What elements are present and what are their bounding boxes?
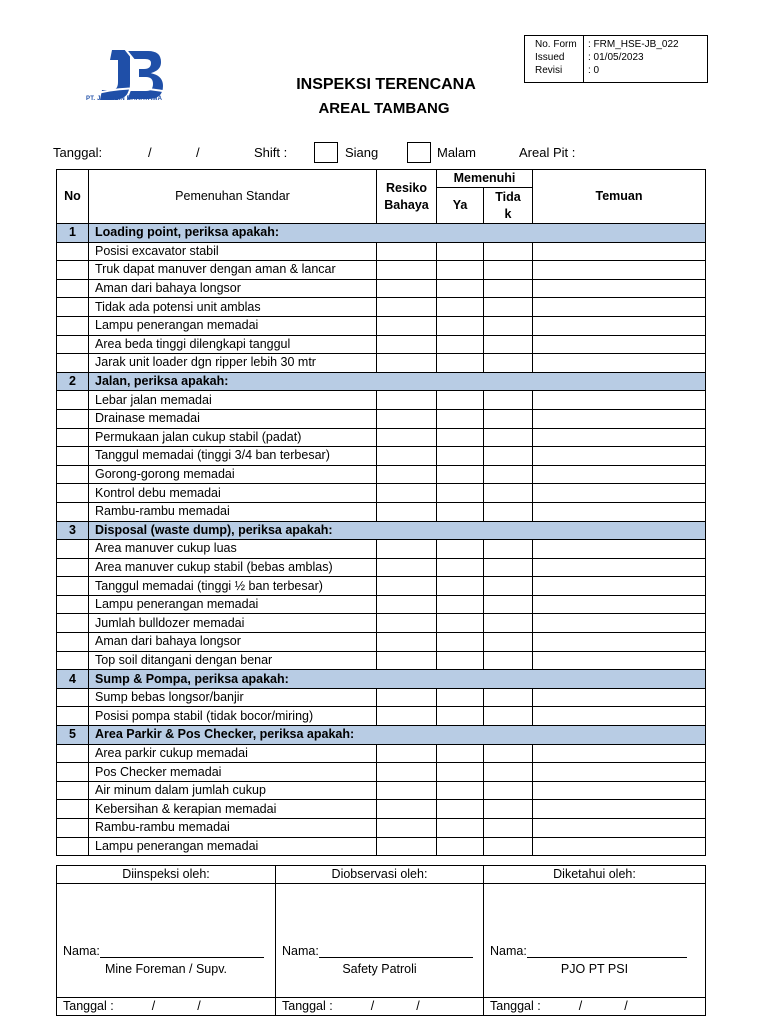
signature-date[interactable] xyxy=(57,998,276,1016)
section-row xyxy=(57,670,706,689)
signature-name-line[interactable] xyxy=(527,957,687,958)
temuan-cell[interactable] xyxy=(533,688,706,707)
header-tidak-line2: k xyxy=(504,206,512,221)
tidak-cell[interactable] xyxy=(484,633,533,652)
shift-malam-checkbox[interactable] xyxy=(407,142,431,163)
resiko-cell[interactable] xyxy=(377,837,437,856)
standard-item: Permukaan jalan cukup stabil (padat) xyxy=(89,428,377,447)
form-info-key: Issued xyxy=(535,52,565,63)
temuan-cell[interactable] xyxy=(533,633,706,652)
header-tidak-line1: Tida xyxy=(495,189,521,204)
table-row xyxy=(57,781,706,800)
resiko-cell[interactable] xyxy=(377,409,437,428)
table-row xyxy=(57,316,706,335)
standard-item: Lampu penerangan memadai xyxy=(89,595,377,614)
ya-cell[interactable] xyxy=(437,261,484,280)
tidak-cell[interactable] xyxy=(484,242,533,261)
page-subtitle xyxy=(0,100,768,117)
tidak-cell[interactable] xyxy=(484,409,533,428)
row-no-cell xyxy=(57,633,89,652)
table-row xyxy=(57,428,706,447)
section-number: 1 xyxy=(57,224,89,243)
signature-date-slash: / xyxy=(151,999,156,1013)
resiko-cell[interactable] xyxy=(377,428,437,447)
standard-item: Rambu-rambu memadai xyxy=(89,502,377,521)
signature-header: Diinspeksi oleh: xyxy=(57,866,276,884)
signature-date-label: Tanggal : xyxy=(282,999,333,1013)
temuan-cell[interactable] xyxy=(533,837,706,856)
signature-cell[interactable] xyxy=(57,884,276,998)
ya-cell[interactable] xyxy=(437,577,484,596)
resiko-cell[interactable] xyxy=(377,391,437,410)
row-no-cell xyxy=(57,409,89,428)
table-row xyxy=(57,763,706,782)
tanggal-slash: / xyxy=(148,145,152,160)
tidak-cell[interactable] xyxy=(484,558,533,577)
tidak-cell[interactable] xyxy=(484,298,533,317)
tidak-cell[interactable] xyxy=(484,595,533,614)
table-row xyxy=(57,409,706,428)
resiko-cell[interactable] xyxy=(377,781,437,800)
signature-header-row xyxy=(57,866,706,884)
table-row xyxy=(57,614,706,633)
row-no-cell xyxy=(57,484,89,503)
row-no-cell xyxy=(57,261,89,280)
resiko-cell[interactable] xyxy=(377,633,437,652)
row-no-cell xyxy=(57,502,89,521)
temuan-cell[interactable] xyxy=(533,651,706,670)
ya-cell[interactable] xyxy=(437,595,484,614)
signature-date[interactable] xyxy=(484,998,706,1016)
section-title: Jalan, periksa apakah: xyxy=(89,372,706,391)
tanggal-slash: / xyxy=(196,145,200,160)
section-number: 5 xyxy=(57,726,89,745)
resiko-cell[interactable] xyxy=(377,316,437,335)
ya-cell[interactable] xyxy=(437,279,484,298)
signature-date-row xyxy=(57,998,706,1016)
standard-item: Posisi pompa stabil (tidak bocor/miring) xyxy=(89,707,377,726)
resiko-cell[interactable] xyxy=(377,763,437,782)
signature-body-row xyxy=(57,884,706,998)
section-title: Disposal (waste dump), periksa apakah: xyxy=(89,521,706,540)
row-no-cell xyxy=(57,744,89,763)
temuan-cell[interactable] xyxy=(533,316,706,335)
header-resiko-line1: Resiko xyxy=(386,180,427,195)
tidak-cell[interactable] xyxy=(484,465,533,484)
standard-item: Jarak unit loader dgn ripper lebih 30 mtr xyxy=(89,354,377,373)
ya-cell[interactable] xyxy=(437,409,484,428)
header-temuan: Temuan xyxy=(533,170,706,224)
tidak-cell[interactable] xyxy=(484,354,533,373)
standard-item: Tanggul memadai (tinggi 3/4 ban terbesar) xyxy=(89,447,377,466)
ya-cell[interactable] xyxy=(437,354,484,373)
ya-cell[interactable] xyxy=(437,837,484,856)
section-number: 2 xyxy=(57,372,89,391)
tidak-cell[interactable] xyxy=(484,391,533,410)
table-row xyxy=(57,502,706,521)
resiko-cell[interactable] xyxy=(377,298,437,317)
page-subtitle-text: AREAL TAMBANG xyxy=(318,100,450,117)
header-tidak xyxy=(484,188,533,224)
temuan-cell[interactable] xyxy=(533,298,706,317)
row-no-cell xyxy=(57,707,89,726)
ya-cell[interactable] xyxy=(437,614,484,633)
table-row xyxy=(57,391,706,410)
table-row xyxy=(57,558,706,577)
tidak-cell[interactable] xyxy=(484,540,533,559)
standard-item: Kebersihan & kerapian memadai xyxy=(89,800,377,819)
row-no-cell xyxy=(57,651,89,670)
temuan-cell[interactable] xyxy=(533,744,706,763)
signature-name-label: Nama: xyxy=(282,944,319,958)
signature-cell[interactable] xyxy=(276,884,484,998)
section-title: Area Parkir & Pos Checker, periksa apakah: xyxy=(89,726,706,745)
ya-cell[interactable] xyxy=(437,651,484,670)
temuan-cell[interactable] xyxy=(533,484,706,503)
ya-cell[interactable] xyxy=(437,484,484,503)
signature-name-line[interactable] xyxy=(319,957,473,958)
row-no-cell xyxy=(57,354,89,373)
ya-cell[interactable] xyxy=(437,707,484,726)
table-row xyxy=(57,707,706,726)
signature-header: Diobservasi oleh: xyxy=(276,866,484,884)
temuan-cell[interactable] xyxy=(533,540,706,559)
standard-item: Jumlah bulldozer memadai xyxy=(89,614,377,633)
temuan-cell[interactable] xyxy=(533,354,706,373)
form-info-value: : 01/05/2023 xyxy=(588,52,644,63)
section-row xyxy=(57,224,706,243)
standard-item: Air minum dalam jumlah cukup xyxy=(89,781,377,800)
signature-table xyxy=(56,865,706,1016)
temuan-cell[interactable] xyxy=(533,800,706,819)
tidak-cell[interactable] xyxy=(484,651,533,670)
signature-cell[interactable] xyxy=(484,884,706,998)
resiko-cell[interactable] xyxy=(377,447,437,466)
resiko-cell[interactable] xyxy=(377,595,437,614)
temuan-cell[interactable] xyxy=(533,242,706,261)
header-memenuhi: Memenuhi xyxy=(437,170,533,188)
signature-name xyxy=(63,944,264,958)
standard-item: Area manuver cukup stabil (bebas amblas) xyxy=(89,558,377,577)
tidak-cell[interactable] xyxy=(484,261,533,280)
table-row xyxy=(57,540,706,559)
temuan-cell[interactable] xyxy=(533,763,706,782)
tidak-cell[interactable] xyxy=(484,819,533,838)
standard-item: Lampu penerangan memadai xyxy=(89,316,377,335)
signature-date-slash: / xyxy=(197,999,201,1013)
row-no-cell xyxy=(57,465,89,484)
ya-cell[interactable] xyxy=(437,447,484,466)
signature-date-slash: / xyxy=(416,999,420,1013)
ya-cell[interactable] xyxy=(437,540,484,559)
header-ya: Ya xyxy=(437,188,484,224)
page-title-text: INSPEKSI TERENCANA xyxy=(296,76,476,93)
temuan-cell[interactable] xyxy=(533,502,706,521)
resiko-cell[interactable] xyxy=(377,465,437,484)
resiko-cell[interactable] xyxy=(377,279,437,298)
row-no-cell xyxy=(57,447,89,466)
standard-item: Area parkir cukup memadai xyxy=(89,744,377,763)
row-no-cell xyxy=(57,298,89,317)
row-no-cell xyxy=(57,688,89,707)
standard-item: Lebar jalan memadai xyxy=(89,391,377,410)
tidak-cell[interactable] xyxy=(484,707,533,726)
shift-malam-label: Malam xyxy=(437,145,477,160)
form-info-row xyxy=(525,52,707,64)
signature-role: PJO PT PSI xyxy=(560,962,629,976)
signature-date-label: Tanggal : xyxy=(490,999,541,1013)
tidak-cell[interactable] xyxy=(484,502,533,521)
shift-siang-checkbox[interactable] xyxy=(314,142,338,163)
temuan-cell[interactable] xyxy=(533,577,706,596)
tidak-cell[interactable] xyxy=(484,577,533,596)
standard-item: Lampu penerangan memadai xyxy=(89,837,377,856)
signature-date-label: Tanggal : xyxy=(63,999,114,1013)
table-row xyxy=(57,744,706,763)
row-no-cell xyxy=(57,819,89,838)
row-no-cell xyxy=(57,763,89,782)
signature-header: Diketahui oleh: xyxy=(484,866,706,884)
ya-cell[interactable] xyxy=(437,502,484,521)
standard-item: Posisi excavator stabil xyxy=(89,242,377,261)
temuan-cell[interactable] xyxy=(533,409,706,428)
table-body xyxy=(57,224,706,856)
temuan-cell[interactable] xyxy=(533,707,706,726)
temuan-cell[interactable] xyxy=(533,261,706,280)
tidak-cell[interactable] xyxy=(484,763,533,782)
header-resiko-line2: Bahaya xyxy=(384,197,429,212)
standard-item: Gorong-gorong memadai xyxy=(89,465,377,484)
resiko-cell[interactable] xyxy=(377,502,437,521)
shift-label: Shift : xyxy=(254,145,288,160)
resiko-cell[interactable] xyxy=(377,558,437,577)
ya-cell[interactable] xyxy=(437,800,484,819)
ya-cell[interactable] xyxy=(437,335,484,354)
ya-cell[interactable] xyxy=(437,428,484,447)
header-resiko xyxy=(377,170,437,224)
tidak-cell[interactable] xyxy=(484,279,533,298)
row-no-cell xyxy=(57,837,89,856)
section-row xyxy=(57,521,706,540)
standard-item: Aman dari bahaya longsor xyxy=(89,633,377,652)
ya-cell[interactable] xyxy=(437,744,484,763)
ya-cell[interactable] xyxy=(437,558,484,577)
section-title: Loading point, periksa apakah: xyxy=(89,224,706,243)
form-info-value: : 0 xyxy=(588,65,600,76)
table-row xyxy=(57,633,706,652)
section-number: 4 xyxy=(57,670,89,689)
section-row xyxy=(57,726,706,745)
resiko-cell[interactable] xyxy=(377,484,437,503)
temuan-cell[interactable] xyxy=(533,335,706,354)
row-no-cell xyxy=(57,577,89,596)
tidak-cell[interactable] xyxy=(484,484,533,503)
row-no-cell xyxy=(57,540,89,559)
standard-item: Drainase memadai xyxy=(89,409,377,428)
standard-item: Tanggul memadai (tinggi ½ ban terbesar) xyxy=(89,577,377,596)
table-row xyxy=(57,688,706,707)
table-row xyxy=(57,335,706,354)
row-no-cell xyxy=(57,316,89,335)
table-row xyxy=(57,484,706,503)
resiko-cell[interactable] xyxy=(377,261,437,280)
standard-item: Area beda tinggi dilengkapi tanggul xyxy=(89,335,377,354)
table-row xyxy=(57,651,706,670)
row-no-cell xyxy=(57,614,89,633)
ya-cell[interactable] xyxy=(437,316,484,335)
table-row xyxy=(57,242,706,261)
temuan-cell[interactable] xyxy=(533,781,706,800)
standard-item: Pos Checker memadai xyxy=(89,763,377,782)
tidak-cell[interactable] xyxy=(484,744,533,763)
tidak-cell[interactable] xyxy=(484,781,533,800)
signature-role: Safety Patroli xyxy=(342,962,417,976)
table-row xyxy=(57,800,706,819)
ya-cell[interactable] xyxy=(437,781,484,800)
table-row xyxy=(57,354,706,373)
resiko-cell[interactable] xyxy=(377,707,437,726)
temuan-cell[interactable] xyxy=(533,391,706,410)
shift-siang-label: Siang xyxy=(345,145,379,160)
ya-cell[interactable] xyxy=(437,242,484,261)
temuan-cell[interactable] xyxy=(533,595,706,614)
signature-date-slash: / xyxy=(578,999,583,1013)
ya-cell[interactable] xyxy=(437,465,484,484)
tidak-cell[interactable] xyxy=(484,447,533,466)
form-info-value: : FRM_HSE-JB_022 xyxy=(588,39,679,50)
table-row xyxy=(57,465,706,484)
tidak-cell[interactable] xyxy=(484,316,533,335)
tidak-cell[interactable] xyxy=(484,428,533,447)
signature-role: Mine Foreman / Supv. xyxy=(104,962,228,976)
row-no-cell xyxy=(57,335,89,354)
ya-cell[interactable] xyxy=(437,688,484,707)
company-name: PT. JHONLIN BARATAMA xyxy=(86,96,163,102)
standard-item: Kontrol debu memadai xyxy=(89,484,377,503)
table-row xyxy=(57,819,706,838)
table-header-row xyxy=(57,170,706,188)
tidak-cell[interactable] xyxy=(484,800,533,819)
resiko-cell[interactable] xyxy=(377,614,437,633)
form-info-key: No. Form xyxy=(535,39,577,50)
table-row xyxy=(57,577,706,596)
tidak-cell[interactable] xyxy=(484,837,533,856)
resiko-cell[interactable] xyxy=(377,744,437,763)
form-info-key: Revisi xyxy=(535,65,563,76)
page-title xyxy=(0,76,768,94)
ya-cell[interactable] xyxy=(437,298,484,317)
resiko-cell[interactable] xyxy=(377,242,437,261)
row-no-cell xyxy=(57,800,89,819)
resiko-cell[interactable] xyxy=(377,819,437,838)
signature-date-slash: / xyxy=(624,999,628,1013)
ya-cell[interactable] xyxy=(437,763,484,782)
resiko-cell[interactable] xyxy=(377,540,437,559)
temuan-cell[interactable] xyxy=(533,447,706,466)
resiko-cell[interactable] xyxy=(377,354,437,373)
standard-item: Tidak ada potensi unit amblas xyxy=(89,298,377,317)
temuan-cell[interactable] xyxy=(533,279,706,298)
row-no-cell xyxy=(57,428,89,447)
section-row xyxy=(57,372,706,391)
signature-name-label: Nama: xyxy=(63,944,100,958)
tidak-cell[interactable] xyxy=(484,335,533,354)
tidak-cell[interactable] xyxy=(484,688,533,707)
signature-name xyxy=(490,944,687,958)
table-row xyxy=(57,279,706,298)
header-no: No xyxy=(57,170,89,224)
row-no-cell xyxy=(57,279,89,298)
standard-item: Truk dapat manuver dengan aman & lancar xyxy=(89,261,377,280)
standard-item: Rambu-rambu memadai xyxy=(89,819,377,838)
form-info-row xyxy=(525,39,707,51)
standard-item: Aman dari bahaya longsor xyxy=(89,279,377,298)
inspection-table xyxy=(56,169,706,856)
table-row xyxy=(57,595,706,614)
row-no-cell xyxy=(57,558,89,577)
signature-date-slash: / xyxy=(370,999,375,1013)
standard-item: Sump bebas longsor/banjir xyxy=(89,688,377,707)
temuan-cell[interactable] xyxy=(533,819,706,838)
resiko-cell[interactable] xyxy=(377,688,437,707)
resiko-cell[interactable] xyxy=(377,651,437,670)
temuan-cell[interactable] xyxy=(533,428,706,447)
resiko-cell[interactable] xyxy=(377,577,437,596)
ya-cell[interactable] xyxy=(437,391,484,410)
row-no-cell xyxy=(57,595,89,614)
tidak-cell[interactable] xyxy=(484,614,533,633)
standard-item: Area manuver cukup luas xyxy=(89,540,377,559)
signature-name-line[interactable] xyxy=(100,957,264,958)
table-row xyxy=(57,447,706,466)
temuan-cell[interactable] xyxy=(533,614,706,633)
signature-name xyxy=(282,944,473,958)
table-row xyxy=(57,261,706,280)
ya-cell[interactable] xyxy=(437,633,484,652)
temuan-cell[interactable] xyxy=(533,465,706,484)
signature-name-label: Nama: xyxy=(490,944,527,958)
row-no-cell xyxy=(57,391,89,410)
table-row xyxy=(57,837,706,856)
resiko-cell[interactable] xyxy=(377,800,437,819)
resiko-cell[interactable] xyxy=(377,335,437,354)
row-no-cell xyxy=(57,242,89,261)
areal-pit-label: Areal Pit : xyxy=(519,145,576,160)
table-row xyxy=(57,298,706,317)
section-number: 3 xyxy=(57,521,89,540)
temuan-cell[interactable] xyxy=(533,558,706,577)
ya-cell[interactable] xyxy=(437,819,484,838)
standard-item: Top soil ditangani dengan benar xyxy=(89,651,377,670)
section-title: Sump & Pompa, periksa apakah: xyxy=(89,670,706,689)
header-standar: Pemenuhan Standar xyxy=(89,170,377,224)
tanggal-label: Tanggal: xyxy=(53,145,103,160)
row-no-cell xyxy=(57,781,89,800)
signature-date[interactable] xyxy=(276,998,484,1016)
